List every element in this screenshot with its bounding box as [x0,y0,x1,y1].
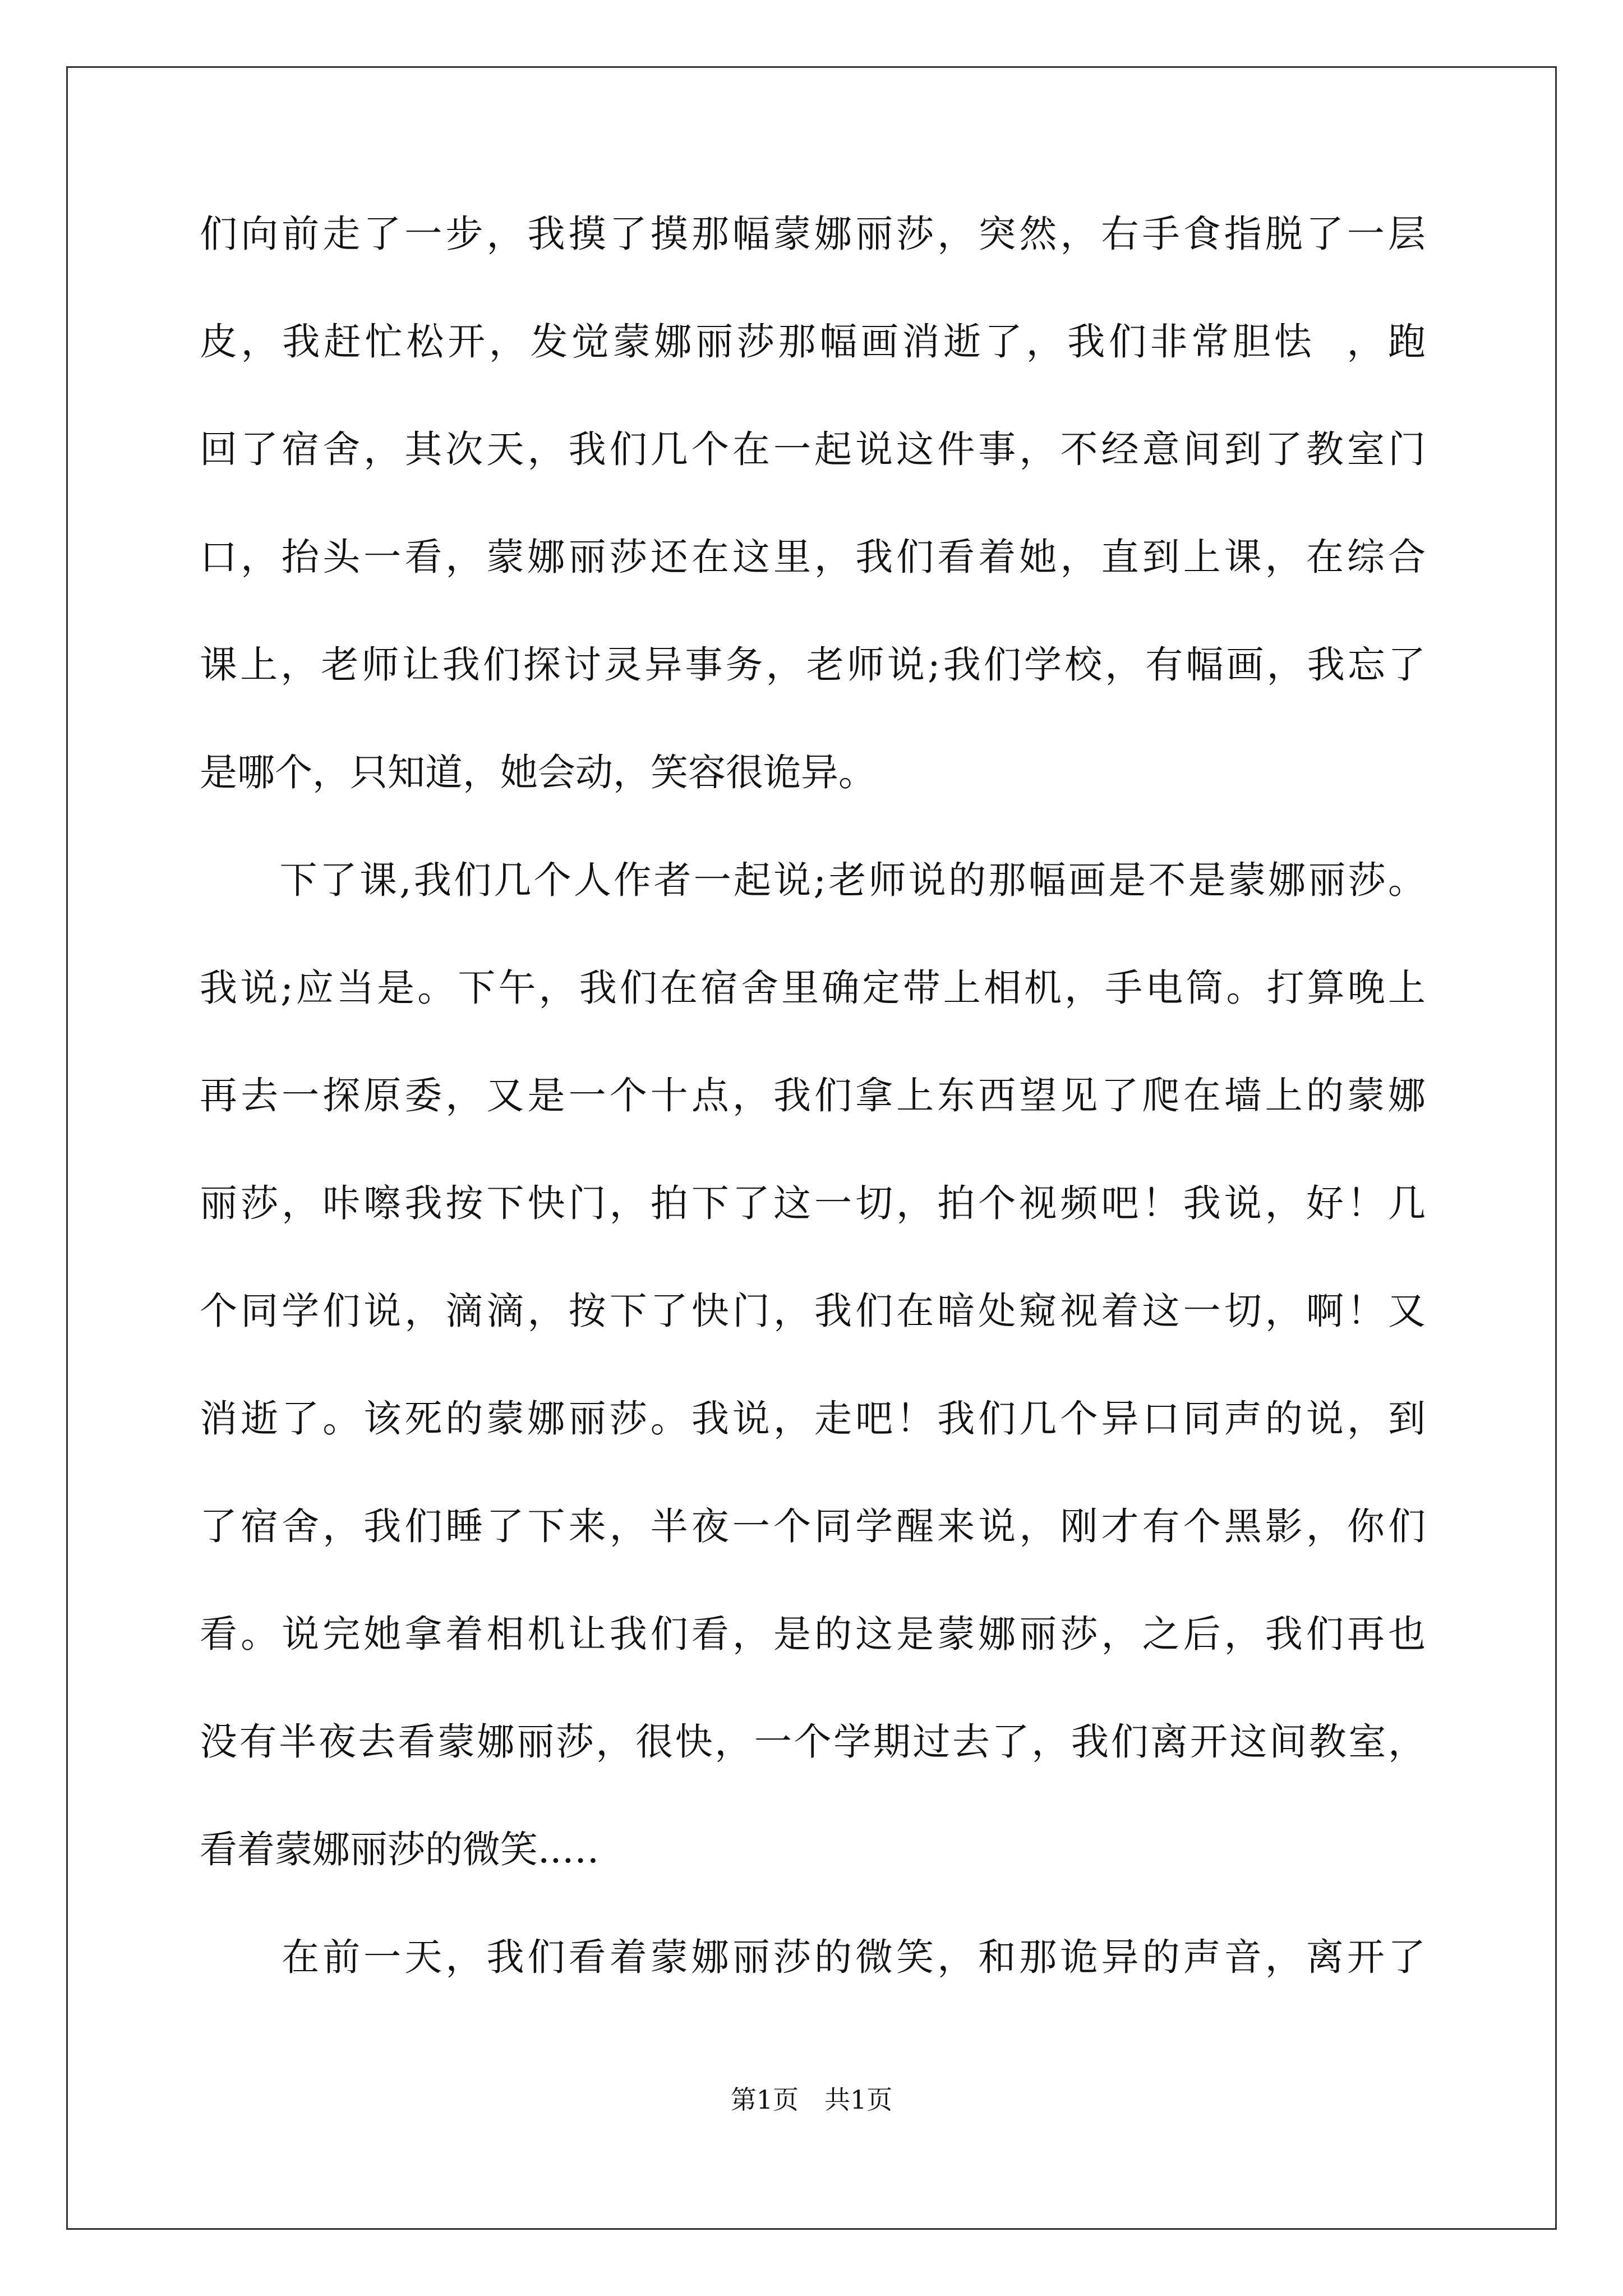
text-line: 看。说完她拿着相机让我们看，是的这是蒙娜丽莎，之后，我们再也 [200,1612,1426,1656]
text-line: 们向前走了一步，我摸了摸那幅蒙娜丽莎，突然，右手食指脱了一层 [200,212,1426,256]
page-border [66,66,1557,2230]
text-line: 没有半夜去看蒙娜丽莎，很快，一个学期过去了，我们离开这间教室， [200,1720,1426,1764]
text-line: 皮，我赶忙松开，发觉蒙娜丽莎那幅画消逝了，我们非常胆怯 ，跑 [200,320,1426,364]
text-line: 再去一探原委，又是一个十点，我们拿上东西望见了爬在墙上的蒙娜 [200,1074,1426,1117]
text-line: 课上，老师让我们探讨灵异事务，老师说;我们学校，有幅画，我忘了 [200,643,1426,687]
text-line: 口，抬头一看，蒙娜丽莎还在这里，我们看着她，直到上课，在综合 [200,535,1426,579]
text-line: 下了课,我们几个人作者一起说;老师说的那幅画是不是蒙娜丽莎。 [200,858,1426,902]
text-line: 丽莎，咔嚓我按下快门，拍下了这一切，拍个视频吧！我说，好！几 [200,1181,1426,1225]
text-line: 回了宿舍，其次天，我们几个在一起说这件事，不经意间到了教室门 [200,427,1426,471]
text-line: 我说;应当是。下午，我们在宿舍里确定带上相机，手电筒。打算晚上 [200,966,1426,1010]
page-number-footer: 第1页 共1页 [730,2085,893,2115]
text-line: 个同学们说，滴滴，按下了快门，我们在暗处窥视着这一切，啊！又 [200,1289,1426,1333]
text-line: 消逝了。该死的蒙娜丽莎。我说，走吧！我们几个异口同声的说，到 [200,1397,1426,1441]
text-line: 在前一天，我们看着蒙娜丽莎的微笑，和那诡异的声音，离开了 [200,1935,1426,1979]
text-line: 看着蒙娜丽莎的微笑..… [200,1828,600,1871]
text-line: 是哪个，只知道，她会动，笑容很诡异。 [200,751,876,794]
text-line: 了宿舍，我们睡了下来，半夜一个同学醒来说，刚才有个黑影，你们 [200,1504,1426,1548]
